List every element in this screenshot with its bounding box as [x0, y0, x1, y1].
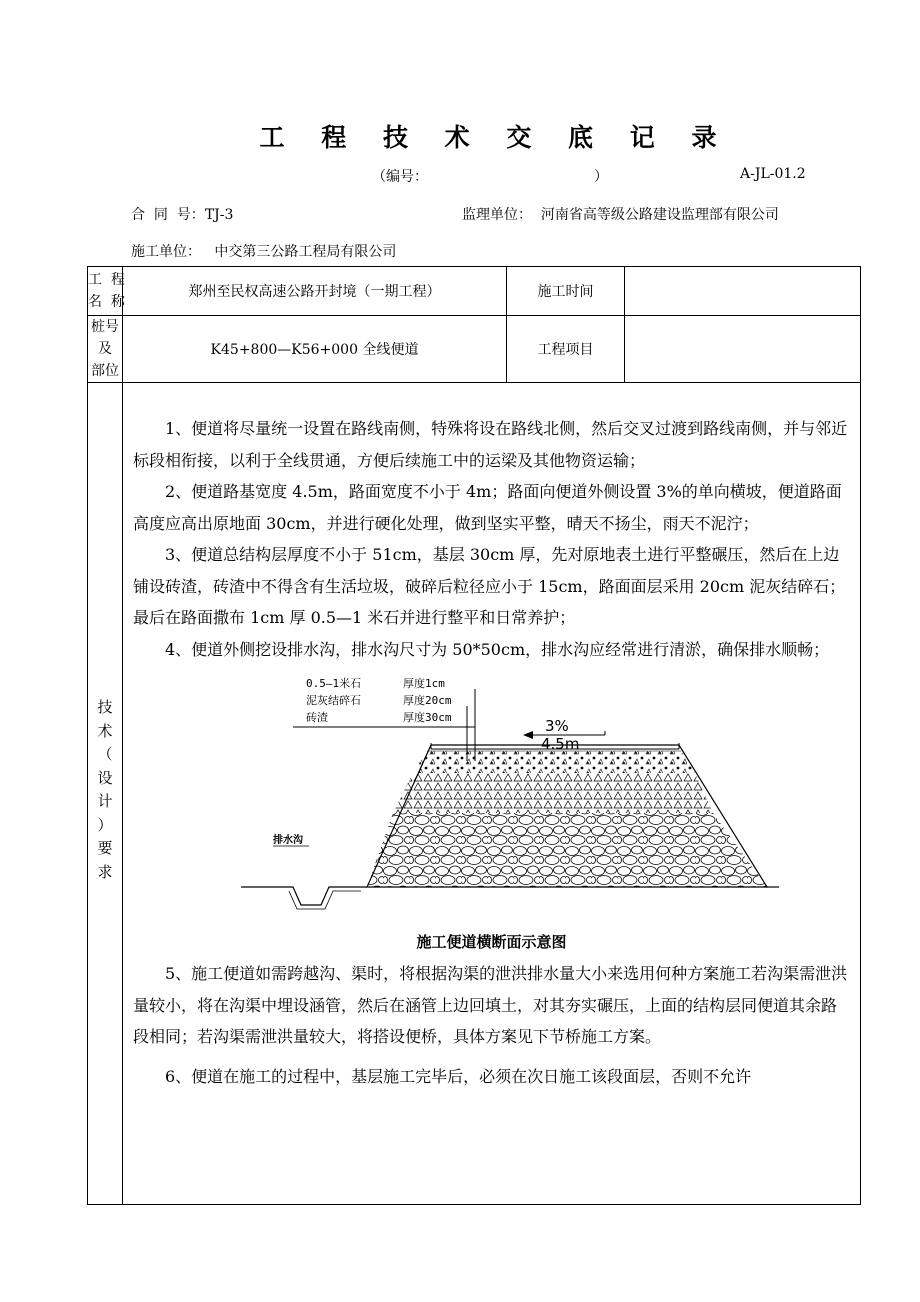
station-location-label: 桩号及 部位 — [88, 316, 123, 383]
layer-1-thickness: 厚度1cm — [403, 677, 445, 690]
requirement-paragraph-3: 3、便道总结构层厚度不小于 51cm，基层 30cm 厚，先对原地表土进行平整碾压，然后在上边铺设砖渣，砖渣中不得含有生活垃圾，破碎后粒径应小于 15cm，路面面层采用 20cm 泥灰结碎石；最后在路面撒布 1cm 厚 0.5—1 米石并进行整平和日常养护； — [133, 545, 846, 627]
requirement-paragraph-1: 1、便道将尽量统一设置在路线南侧，特殊将设在路线北侧，然后交叉过渡到路线南侧，并与邻近标段相衔接，以利于全线贯通，方便后续施工中的运梁及其他物资运输； — [133, 419, 848, 470]
project-item-value — [625, 316, 861, 383]
slope-label: 3% — [545, 717, 569, 735]
brick-rubble-layer — [367, 813, 767, 887]
project-name-label: 工 程 名 称 — [88, 267, 123, 316]
requirement-paragraph-6: 6、便道在施工的过程中，基层施工完毕后，必须在次日施工该段面层，否则不允许 — [165, 1066, 752, 1086]
layer-2-thickness: 厚度20cm — [403, 694, 452, 707]
table-row — [88, 383, 861, 1205]
layer-3-material: 砖渣 — [306, 711, 328, 724]
construction-time-label: 施工时间 — [507, 267, 625, 316]
table-row — [88, 316, 861, 383]
form-code: A-JL-01.2 — [740, 166, 806, 182]
requirement-paragraph-2: 2、便道路基宽度 4.5m，路面宽度不小于 4m；路面向便道外侧设置 3%的单向横坡，便道路面高度应高出原地面 30cm，并进行硬化处理，做到坚实平整，晴天不扬尘，雨天不泥泞； — [133, 482, 842, 533]
contract-value: TJ-3 — [204, 207, 234, 223]
layer-1-material: 0.5—1米石 — [306, 677, 362, 690]
construction-unit — [131, 241, 396, 261]
road-cross-section-diagram — [123, 665, 859, 927]
technical-requirements-content — [123, 383, 861, 1205]
requirement-paragraph-5: 5、施工便道如需跨越沟、渠时，将根据沟渠的泄洪排水量大小来选用何种方案施工若沟渠需泄洪量较小，将在沟渠中埋设涵管，然后在涵管上边回填土，对其夯实碾压，上面的结构层同便道其余路段相同；若沟渠需泄洪量较大，将搭设便桥，具体方案见下节桥施工方案。 — [133, 964, 848, 1046]
contract-label: 合 同 号： — [131, 207, 205, 223]
lime-macadam-layer — [413, 751, 695, 773]
width-label: 4.5m — [541, 735, 580, 753]
ditch-label: 排水沟 — [273, 835, 303, 846]
contract-number — [131, 204, 233, 224]
serial-number-label: （编号： — [372, 169, 428, 185]
supervisor-unit — [462, 204, 779, 224]
constructor-label: 施工单位： — [131, 244, 201, 260]
station-location-value: K45+800—K56+000 全线便道 — [123, 316, 507, 383]
construction-time-value — [625, 267, 861, 316]
table-row — [88, 267, 861, 316]
slope-arrow-head — [523, 731, 533, 739]
document-title: 工 程 技 术 交 底 记 录 — [259, 123, 731, 152]
project-item-label: 工程项目 — [507, 316, 625, 383]
supervisor-value: 河南省高等级公路建设监理部有限公司 — [540, 207, 779, 223]
diagram-caption: 施工便道横断面示意图 — [416, 933, 567, 951]
layer-2-material: 泥灰结碎石 — [306, 694, 361, 707]
disclosure-table — [87, 266, 861, 1205]
requirement-paragraph-4: 4、便道外侧挖设排水沟，排水沟尺寸为 50*50cm，排水沟应经常进行清淤，确保排水顺畅； — [165, 639, 830, 659]
serial-number-close: ） — [594, 169, 608, 185]
supervisor-label: 监理单位： — [462, 207, 532, 223]
layer-3-thickness: 厚度30cm — [403, 711, 452, 724]
drainage-ditch — [241, 887, 367, 905]
constructor-value: 中交第三公路工程局有限公司 — [214, 244, 397, 260]
project-name-value: 郑州至民权高速公路开封境（一期工程） — [123, 267, 507, 316]
technical-requirements-label: 技 术 （ 设 计 ） 要 求 — [88, 383, 123, 1205]
gravel-layer — [393, 773, 713, 813]
